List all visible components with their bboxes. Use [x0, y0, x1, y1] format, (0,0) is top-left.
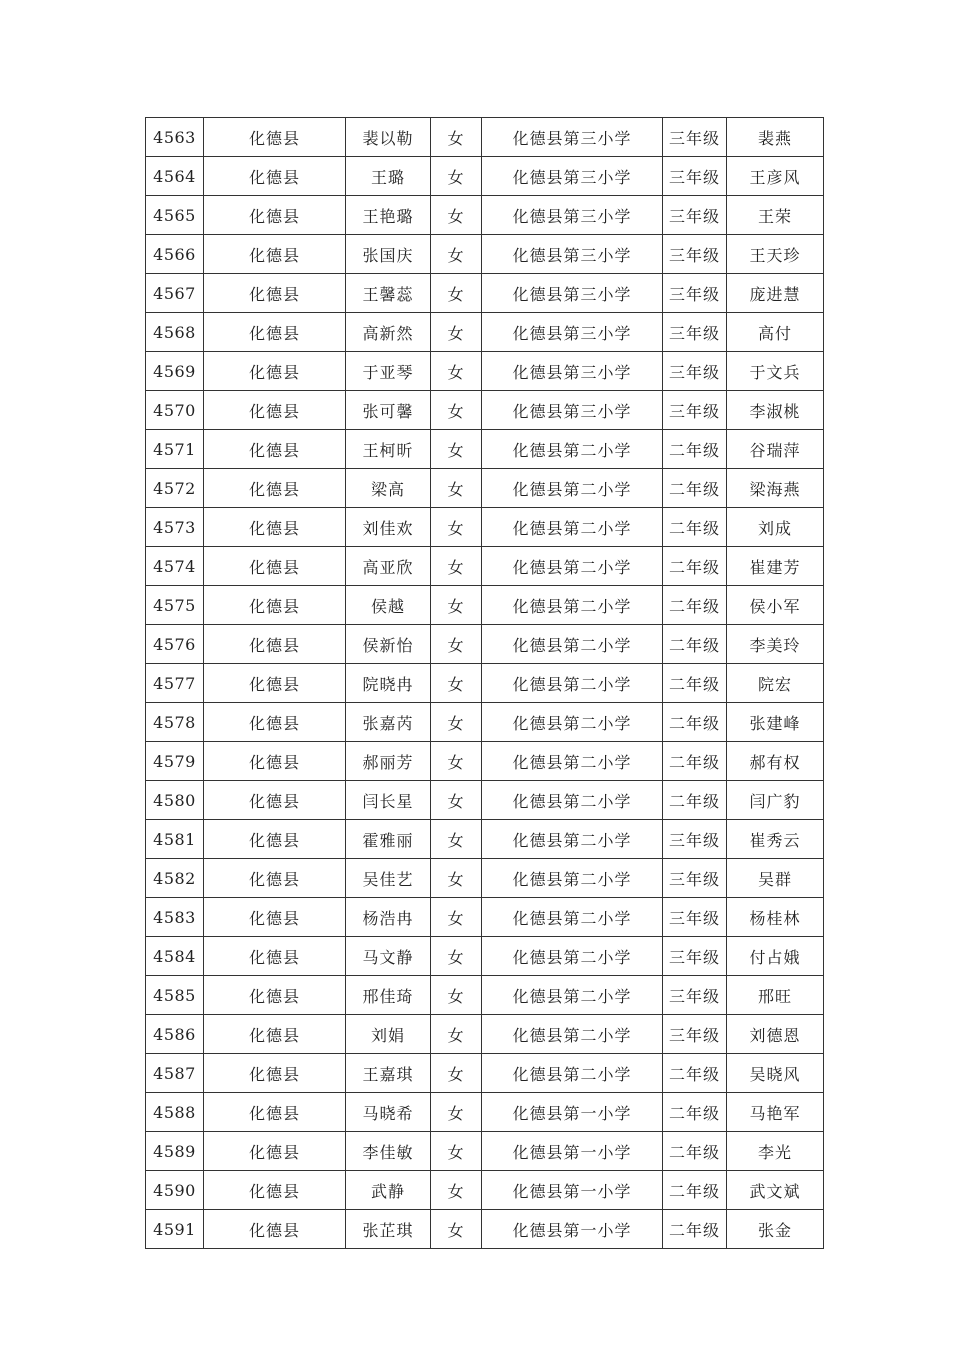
gender-cell: 女 [431, 1054, 482, 1093]
school-cell: 化德县第二小学 [482, 898, 663, 937]
student-name-cell: 王馨蕊 [346, 274, 431, 313]
county-cell: 化德县 [204, 820, 346, 859]
guardian-name-cell: 梁海燕 [727, 469, 824, 508]
school-cell: 化德县第三小学 [482, 235, 663, 274]
gender-cell: 女 [431, 196, 482, 235]
grade-cell: 三年级 [663, 820, 727, 859]
guardian-name-cell: 刘成 [727, 508, 824, 547]
student-name-cell: 王璐 [346, 157, 431, 196]
county-cell: 化德县 [204, 703, 346, 742]
gender-cell: 女 [431, 742, 482, 781]
grade-cell: 三年级 [663, 1015, 727, 1054]
entry-number-cell: 4587 [146, 1054, 204, 1093]
table-row [146, 625, 824, 664]
grade-cell: 三年级 [663, 196, 727, 235]
student-name-cell: 高亚欣 [346, 547, 431, 586]
student-name-cell: 王嘉琪 [346, 1054, 431, 1093]
gender-cell: 女 [431, 586, 482, 625]
school-cell: 化德县第三小学 [482, 157, 663, 196]
grade-cell: 二年级 [663, 781, 727, 820]
guardian-name-cell: 高付 [727, 313, 824, 352]
county-cell: 化德县 [204, 1210, 346, 1249]
school-cell: 化德县第一小学 [482, 1210, 663, 1249]
entry-number-cell: 4582 [146, 859, 204, 898]
table-row [146, 742, 824, 781]
entry-number-cell: 4564 [146, 157, 204, 196]
school-cell: 化德县第二小学 [482, 937, 663, 976]
table-row [146, 781, 824, 820]
guardian-name-cell: 王荣 [727, 196, 824, 235]
school-cell: 化德县第一小学 [482, 1093, 663, 1132]
county-cell: 化德县 [204, 508, 346, 547]
table-row [146, 1132, 824, 1171]
entry-number-cell: 4570 [146, 391, 204, 430]
student-name-cell: 刘娟 [346, 1015, 431, 1054]
gender-cell: 女 [431, 118, 482, 157]
student-name-cell: 马文静 [346, 937, 431, 976]
table-row [146, 547, 824, 586]
grade-cell: 三年级 [663, 313, 727, 352]
entry-number-cell: 4585 [146, 976, 204, 1015]
county-cell: 化德县 [204, 1171, 346, 1210]
gender-cell: 女 [431, 781, 482, 820]
student-name-cell: 侯越 [346, 586, 431, 625]
entry-number-cell: 4573 [146, 508, 204, 547]
county-cell: 化德县 [204, 625, 346, 664]
student-name-cell: 武静 [346, 1171, 431, 1210]
county-cell: 化德县 [204, 898, 346, 937]
student-name-cell: 李佳敏 [346, 1132, 431, 1171]
student-name-cell: 张嘉芮 [346, 703, 431, 742]
student-name-cell: 马晓希 [346, 1093, 431, 1132]
entry-number-cell: 4591 [146, 1210, 204, 1249]
guardian-name-cell: 庞进慧 [727, 274, 824, 313]
table-row [146, 352, 824, 391]
grade-cell: 二年级 [663, 703, 727, 742]
guardian-name-cell: 王天珍 [727, 235, 824, 274]
student-name-cell: 高新然 [346, 313, 431, 352]
county-cell: 化德县 [204, 430, 346, 469]
grade-cell: 二年级 [663, 1171, 727, 1210]
gender-cell: 女 [431, 664, 482, 703]
gender-cell: 女 [431, 1015, 482, 1054]
table-row [146, 196, 824, 235]
guardian-name-cell: 李美玲 [727, 625, 824, 664]
county-cell: 化德县 [204, 1132, 346, 1171]
guardian-name-cell: 付占娥 [727, 937, 824, 976]
gender-cell: 女 [431, 235, 482, 274]
table-row [146, 820, 824, 859]
entry-number-cell: 4590 [146, 1171, 204, 1210]
entry-number-cell: 4567 [146, 274, 204, 313]
table-row [146, 703, 824, 742]
grade-cell: 二年级 [663, 625, 727, 664]
student-name-cell: 邢佳琦 [346, 976, 431, 1015]
entry-number-cell: 4589 [146, 1132, 204, 1171]
county-cell: 化德县 [204, 1015, 346, 1054]
table-row [146, 118, 824, 157]
table-row [146, 235, 824, 274]
county-cell: 化德县 [204, 469, 346, 508]
gender-cell: 女 [431, 1171, 482, 1210]
guardian-name-cell: 武文斌 [727, 1171, 824, 1210]
county-cell: 化德县 [204, 352, 346, 391]
school-cell: 化德县第二小学 [482, 664, 663, 703]
roster-body [146, 118, 824, 1249]
student-name-cell: 张芷琪 [346, 1210, 431, 1249]
entry-number-cell: 4578 [146, 703, 204, 742]
school-cell: 化德县第二小学 [482, 859, 663, 898]
gender-cell: 女 [431, 430, 482, 469]
grade-cell: 二年级 [663, 1054, 727, 1093]
grade-cell: 二年级 [663, 1132, 727, 1171]
entry-number-cell: 4563 [146, 118, 204, 157]
county-cell: 化德县 [204, 235, 346, 274]
table-row [146, 430, 824, 469]
school-cell: 化德县第一小学 [482, 1132, 663, 1171]
county-cell: 化德县 [204, 118, 346, 157]
gender-cell: 女 [431, 157, 482, 196]
entry-number-cell: 4581 [146, 820, 204, 859]
gender-cell: 女 [431, 859, 482, 898]
table-row [146, 859, 824, 898]
guardian-name-cell: 裴燕 [727, 118, 824, 157]
county-cell: 化德县 [204, 1093, 346, 1132]
entry-number-cell: 4580 [146, 781, 204, 820]
county-cell: 化德县 [204, 1054, 346, 1093]
entry-number-cell: 4588 [146, 1093, 204, 1132]
gender-cell: 女 [431, 625, 482, 664]
student-name-cell: 霍雅丽 [346, 820, 431, 859]
school-cell: 化德县第三小学 [482, 352, 663, 391]
table-row [146, 1093, 824, 1132]
school-cell: 化德县第二小学 [482, 742, 663, 781]
county-cell: 化德县 [204, 781, 346, 820]
grade-cell: 二年级 [663, 430, 727, 469]
table-row [146, 586, 824, 625]
entry-number-cell: 4579 [146, 742, 204, 781]
student-name-cell: 侯新怡 [346, 625, 431, 664]
table-row [146, 157, 824, 196]
gender-cell: 女 [431, 508, 482, 547]
grade-cell: 三年级 [663, 352, 727, 391]
table-row [146, 1015, 824, 1054]
school-cell: 化德县第三小学 [482, 118, 663, 157]
guardian-name-cell: 邢旺 [727, 976, 824, 1015]
grade-cell: 三年级 [663, 976, 727, 1015]
guardian-name-cell: 于文兵 [727, 352, 824, 391]
guardian-name-cell: 马艳军 [727, 1093, 824, 1132]
student-name-cell: 王柯昕 [346, 430, 431, 469]
guardian-name-cell: 杨桂林 [727, 898, 824, 937]
school-cell: 化德县第二小学 [482, 703, 663, 742]
guardian-name-cell: 张金 [727, 1210, 824, 1249]
gender-cell: 女 [431, 1132, 482, 1171]
school-cell: 化德县第二小学 [482, 547, 663, 586]
entry-number-cell: 4586 [146, 1015, 204, 1054]
table-row [146, 313, 824, 352]
school-cell: 化德县第三小学 [482, 313, 663, 352]
guardian-name-cell: 张建峰 [727, 703, 824, 742]
table-row [146, 274, 824, 313]
grade-cell: 二年级 [663, 586, 727, 625]
school-cell: 化德县第二小学 [482, 469, 663, 508]
county-cell: 化德县 [204, 196, 346, 235]
table-row [146, 1210, 824, 1249]
student-name-cell: 吴佳艺 [346, 859, 431, 898]
gender-cell: 女 [431, 547, 482, 586]
student-name-cell: 闫长星 [346, 781, 431, 820]
school-cell: 化德县第二小学 [482, 820, 663, 859]
county-cell: 化德县 [204, 157, 346, 196]
guardian-name-cell: 李淑桃 [727, 391, 824, 430]
school-cell: 化德县第二小学 [482, 430, 663, 469]
guardian-name-cell: 刘德恩 [727, 1015, 824, 1054]
entry-number-cell: 4566 [146, 235, 204, 274]
student-name-cell: 于亚琴 [346, 352, 431, 391]
gender-cell: 女 [431, 898, 482, 937]
gender-cell: 女 [431, 703, 482, 742]
gender-cell: 女 [431, 820, 482, 859]
table-row [146, 898, 824, 937]
school-cell: 化德县第二小学 [482, 508, 663, 547]
table-row [146, 391, 824, 430]
county-cell: 化德县 [204, 274, 346, 313]
grade-cell: 三年级 [663, 859, 727, 898]
school-cell: 化德县第一小学 [482, 1171, 663, 1210]
entry-number-cell: 4584 [146, 937, 204, 976]
county-cell: 化德县 [204, 859, 346, 898]
entry-number-cell: 4572 [146, 469, 204, 508]
grade-cell: 二年级 [663, 547, 727, 586]
county-cell: 化德县 [204, 937, 346, 976]
grade-cell: 二年级 [663, 664, 727, 703]
grade-cell: 二年级 [663, 469, 727, 508]
county-cell: 化德县 [204, 391, 346, 430]
entry-number-cell: 4574 [146, 547, 204, 586]
grade-cell: 三年级 [663, 937, 727, 976]
student-name-cell: 郝丽芳 [346, 742, 431, 781]
county-cell: 化德县 [204, 586, 346, 625]
table-row [146, 1171, 824, 1210]
grade-cell: 二年级 [663, 1210, 727, 1249]
county-cell: 化德县 [204, 664, 346, 703]
gender-cell: 女 [431, 391, 482, 430]
table-row [146, 469, 824, 508]
gender-cell: 女 [431, 469, 482, 508]
guardian-name-cell: 王彦风 [727, 157, 824, 196]
table-row [146, 937, 824, 976]
school-cell: 化德县第三小学 [482, 391, 663, 430]
guardian-name-cell: 吴晓风 [727, 1054, 824, 1093]
student-name-cell: 张可馨 [346, 391, 431, 430]
gender-cell: 女 [431, 352, 482, 391]
guardian-name-cell: 崔建芳 [727, 547, 824, 586]
gender-cell: 女 [431, 1210, 482, 1249]
school-cell: 化德县第二小学 [482, 781, 663, 820]
school-cell: 化德县第二小学 [482, 976, 663, 1015]
entry-number-cell: 4575 [146, 586, 204, 625]
gender-cell: 女 [431, 1093, 482, 1132]
table-row [146, 664, 824, 703]
grade-cell: 二年级 [663, 508, 727, 547]
grade-cell: 三年级 [663, 391, 727, 430]
county-cell: 化德县 [204, 313, 346, 352]
student-name-cell: 裴以勒 [346, 118, 431, 157]
entry-number-cell: 4565 [146, 196, 204, 235]
table-row [146, 1054, 824, 1093]
school-cell: 化德县第二小学 [482, 586, 663, 625]
guardian-name-cell: 吴群 [727, 859, 824, 898]
school-cell: 化德县第二小学 [482, 1015, 663, 1054]
guardian-name-cell: 谷瑞萍 [727, 430, 824, 469]
gender-cell: 女 [431, 274, 482, 313]
grade-cell: 二年级 [663, 1093, 727, 1132]
guardian-name-cell: 郝有权 [727, 742, 824, 781]
table-row [146, 508, 824, 547]
grade-cell: 三年级 [663, 118, 727, 157]
guardian-name-cell: 闫广豹 [727, 781, 824, 820]
table-row [146, 976, 824, 1015]
guardian-name-cell: 崔秀云 [727, 820, 824, 859]
student-name-cell: 刘佳欢 [346, 508, 431, 547]
guardian-name-cell: 院宏 [727, 664, 824, 703]
county-cell: 化德县 [204, 976, 346, 1015]
gender-cell: 女 [431, 937, 482, 976]
student-name-cell: 王艳璐 [346, 196, 431, 235]
school-cell: 化德县第二小学 [482, 1054, 663, 1093]
entry-number-cell: 4571 [146, 430, 204, 469]
entry-number-cell: 4583 [146, 898, 204, 937]
school-cell: 化德县第二小学 [482, 625, 663, 664]
guardian-name-cell: 侯小军 [727, 586, 824, 625]
grade-cell: 三年级 [663, 274, 727, 313]
entry-number-cell: 4569 [146, 352, 204, 391]
student-name-cell: 杨浩冉 [346, 898, 431, 937]
grade-cell: 三年级 [663, 235, 727, 274]
entry-number-cell: 4576 [146, 625, 204, 664]
roster-table [145, 117, 824, 1249]
student-name-cell: 梁高 [346, 469, 431, 508]
guardian-name-cell: 李光 [727, 1132, 824, 1171]
student-name-cell: 院晓冉 [346, 664, 431, 703]
grade-cell: 三年级 [663, 898, 727, 937]
entry-number-cell: 4577 [146, 664, 204, 703]
grade-cell: 三年级 [663, 157, 727, 196]
school-cell: 化德县第三小学 [482, 274, 663, 313]
grade-cell: 二年级 [663, 742, 727, 781]
gender-cell: 女 [431, 313, 482, 352]
county-cell: 化德县 [204, 742, 346, 781]
entry-number-cell: 4568 [146, 313, 204, 352]
student-name-cell: 张国庆 [346, 235, 431, 274]
school-cell: 化德县第三小学 [482, 196, 663, 235]
gender-cell: 女 [431, 976, 482, 1015]
county-cell: 化德县 [204, 547, 346, 586]
